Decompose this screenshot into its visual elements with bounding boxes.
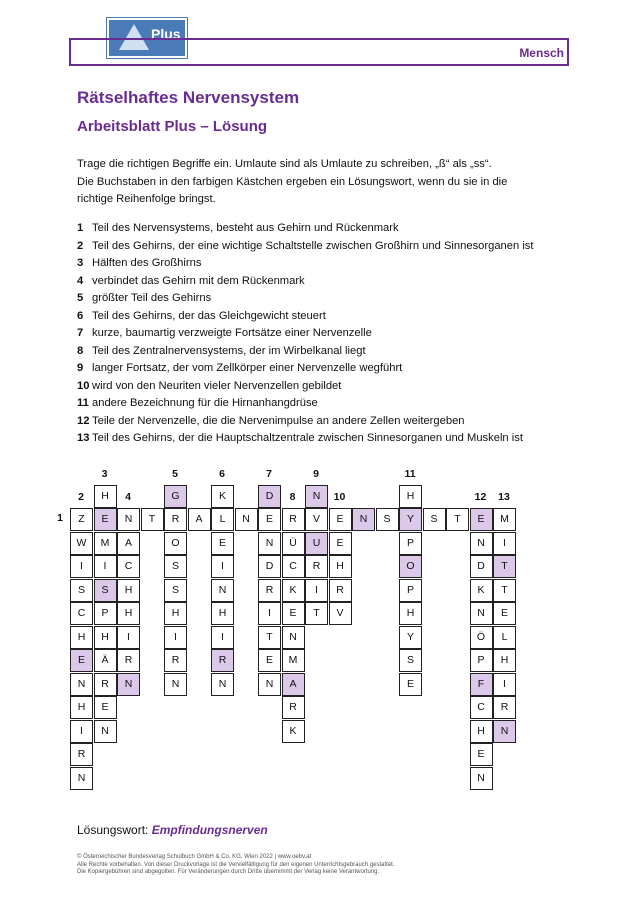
crossword-cell: N [258, 673, 281, 696]
crossword-cell: R [305, 555, 328, 578]
crossword-cell: N [235, 508, 258, 531]
clue-item: 4 verbindet das Gehirn mit dem Rückenmark [77, 274, 305, 287]
clue-number-9: 9 [313, 467, 319, 480]
crossword-cell: R [493, 696, 516, 719]
crossword-cell: V [329, 602, 352, 625]
crossword-cell: T [305, 602, 328, 625]
crossword-cell: Ä [94, 649, 117, 672]
crossword-cell: S [164, 579, 187, 602]
logo-text: Plus [151, 26, 181, 42]
crossword-cell: P [399, 579, 422, 602]
crossword-cell: H [211, 602, 234, 625]
crossword-cell: W [70, 532, 93, 555]
crossword-cell: E [211, 532, 234, 555]
crossword-cell: E [329, 532, 352, 555]
crossword-cell: N [211, 673, 234, 696]
crossword-cell: D [258, 485, 281, 508]
clue-item: 7 kurze, baumartig verzweigte Fortsätze einer Nervenzelle [77, 327, 372, 339]
crossword-cell: K [282, 579, 305, 602]
crossword-cell: I [164, 626, 187, 649]
crossword-cell: H [399, 485, 422, 508]
solution-label: Lösungswort: [77, 823, 149, 837]
crossword-cell: I [211, 555, 234, 578]
crossword-cell: R [70, 743, 93, 766]
crossword-cell: T [141, 508, 164, 531]
crossword-cell: C [470, 696, 493, 719]
header-bar [69, 38, 569, 66]
crossword-cell: N [211, 579, 234, 602]
crossword-cell: P [94, 602, 117, 625]
clue-number-10: 10 [333, 491, 346, 503]
crossword-cell: K [470, 579, 493, 602]
crossword-cell: Ü [282, 532, 305, 555]
crossword-cell: N [493, 720, 516, 743]
crossword-cell: C [282, 555, 305, 578]
intro-line: richtige Reihenfolge bringst. [77, 193, 216, 205]
crossword-cell: E [470, 743, 493, 766]
crossword-cell: R [164, 508, 187, 531]
clue-list [77, 220, 587, 448]
crossword-cell: I [493, 532, 516, 555]
crossword-cell: C [70, 602, 93, 625]
crossword-cell: H [399, 602, 422, 625]
clue-number-6: 6 [219, 467, 225, 480]
clue-number-3: 3 [101, 467, 108, 480]
clue-number-4: 4 [125, 491, 131, 503]
crossword-cell: N [117, 508, 140, 531]
crossword-cell: H [329, 555, 352, 578]
crossword-cell: T [493, 579, 516, 602]
crossword-cell: Y [399, 508, 422, 531]
crossword-cell: Y [399, 626, 422, 649]
crossword-cell: S [70, 579, 93, 602]
crossword-cell: N [305, 485, 328, 508]
crossword-cell: P [399, 532, 422, 555]
crossword-cell: Z [70, 508, 93, 531]
crossword-cell: R [117, 649, 140, 672]
crossword-cell: H [117, 602, 140, 625]
crossword-cell: D [470, 555, 493, 578]
crossword-cell: I [117, 626, 140, 649]
page-subtitle: Arbeitsblatt Plus – Lösung [77, 118, 268, 135]
clue-number-7: 7 [266, 467, 272, 480]
clue-item: 9 langer Fortsatz, der vom Zellkörper einer Nervenzelle wegführt [77, 362, 403, 374]
crossword-cell: H [70, 626, 93, 649]
crossword-cell: C [117, 555, 140, 578]
clue-number-11: 11 [404, 467, 416, 480]
crossword-cell: E [493, 602, 516, 625]
crossword-cell: M [94, 532, 117, 555]
crossword-cell: I [305, 579, 328, 602]
crossword-cell: H [470, 720, 493, 743]
crossword-cell: P [470, 649, 493, 672]
crossword-cell: M [282, 649, 305, 672]
crossword-cell: H [94, 626, 117, 649]
subject-label: Mensch [519, 46, 564, 60]
crossword-cell: R [282, 696, 305, 719]
crossword-cell: N [470, 532, 493, 555]
crossword-cell: H [94, 485, 117, 508]
crossword-cell: S [399, 649, 422, 672]
footer-line: © Österreichischer Bundesverlag Schulbuch GmbH & Co. KG, Wien 2022 | www.oebv.at [77, 854, 312, 860]
clue-item: 2 Teil des Gehirns, der eine wichtige Schaltstelle zwischen Großhirn und Sinnesorganen ist [77, 239, 534, 252]
crossword-cell: I [94, 555, 117, 578]
crossword-cell: H [164, 602, 187, 625]
crossword-cell: N [117, 673, 140, 696]
crossword-cell: S [164, 555, 187, 578]
crossword-cell: S [94, 579, 117, 602]
crossword-cell: T [446, 508, 469, 531]
crossword-cell: T [493, 555, 516, 578]
intro-line: Die Buchstaben in den farbigen Kästchen ergeben ein Lösungswort, wenn du sie in die [77, 175, 508, 188]
crossword-cell: K [211, 485, 234, 508]
crossword-cell: M [493, 508, 516, 531]
crossword-cell: U [305, 532, 328, 555]
page-title: Rätselhaftes Nervensystem [77, 88, 300, 107]
crossword-cell: E [94, 508, 117, 531]
crossword-cell: O [164, 532, 187, 555]
crossword-cell: S [376, 508, 399, 531]
crossword-cell: A [188, 508, 211, 531]
crossword-cell: A [282, 673, 305, 696]
footer-line: Alle Rechte vorbehalten. Von dieser Druckvorlage ist die Vervielfältigung für den eigenen Unterrichtsgebrauch gestattet. [77, 861, 395, 868]
crossword-cell: G [164, 485, 187, 508]
solution-line [77, 823, 268, 837]
crossword-cell: R [164, 649, 187, 672]
crossword-cell: I [70, 720, 93, 743]
crossword-cell: E [282, 602, 305, 625]
crossword-cell: N [70, 767, 93, 790]
clue-number-12: 12 [474, 491, 487, 503]
crossword-cell: I [211, 626, 234, 649]
crossword-cell: R [258, 579, 281, 602]
crossword-cell: N [282, 626, 305, 649]
crossword-cell: O [399, 555, 422, 578]
clue-item: 8 Teil des Zentralnervensystems, der im Wirbelkanal liegt [77, 344, 366, 357]
crossword-cell: T [258, 626, 281, 649]
crossword-cell: H [117, 579, 140, 602]
clue-number-13: 13 [498, 491, 510, 503]
crossword-cell: H [70, 696, 93, 719]
clue-item: 5 größter Teil des Gehirns [77, 292, 212, 304]
crossword-cell: R [282, 508, 305, 531]
footer-line: Die Kopiergebühren sind abgegolten. Für Veränderungen durch Dritte übernimmt der Verlag keine Verantwortung. [77, 869, 380, 875]
copyright-footer [77, 854, 395, 877]
clue-item: 3 Hälften des Großhirns [77, 257, 202, 269]
clue-item: 1 Teil des Nervensystems, besteht aus Gehirn und Rückenmark [77, 222, 399, 234]
crossword-cell: I [70, 555, 93, 578]
crossword-cell: H [493, 649, 516, 672]
crossword-cell: Ö [470, 626, 493, 649]
crossword-cell: R [211, 649, 234, 672]
clue-number-5: 5 [172, 467, 178, 480]
clue-number-2: 2 [78, 491, 84, 503]
crossword-cell: N [70, 673, 93, 696]
crossword-cell: N [94, 720, 117, 743]
crossword-cell: N [164, 673, 187, 696]
clue-item: 11 andere Bezeichnung für die Hirnanhangdrüse [77, 397, 318, 409]
instructions [77, 156, 567, 209]
crossword-cell: L [211, 508, 234, 531]
crossword-cell: N [470, 767, 493, 790]
crossword-cell: E [329, 508, 352, 531]
crossword-cell: N [470, 602, 493, 625]
crossword-cell: E [399, 673, 422, 696]
clue-item: 13 Teil des Gehirns, der die Hauptschaltzentrale zwischen Sinnesorganen und Muskeln ist [77, 432, 523, 444]
crossword-cell: E [258, 508, 281, 531]
crossword-cell: I [258, 602, 281, 625]
crossword-cell: A [117, 532, 140, 555]
crossword-cell: E [258, 649, 281, 672]
crossword-cell: R [329, 579, 352, 602]
solution-answer: Empfindungsnerven [151, 823, 268, 837]
clue-number-1: 1 [57, 512, 63, 524]
crossword-cell: K [282, 720, 305, 743]
crossword-cell: N [258, 532, 281, 555]
clue-item: 10 wird von den Neuriten vieler Nervenzellen gebildet [77, 379, 342, 392]
crossword-cell: E [470, 508, 493, 531]
crossword-cell: E [70, 649, 93, 672]
crossword-cell: I [493, 673, 516, 696]
clue-item: 6 Teil des Gehirns, der das Gleichgewicht steuert [77, 309, 326, 322]
clue-number-8: 8 [289, 491, 296, 503]
crossword-cell: R [94, 673, 117, 696]
crossword-cell: F [470, 673, 493, 696]
crossword-cell: S [423, 508, 446, 531]
crossword-cell: N [352, 508, 375, 531]
crossword-cell: V [305, 508, 328, 531]
crossword-cell: L [493, 626, 516, 649]
intro-line: Trage die richtigen Begriffe ein. Umlaute sind als Umlaute zu schreiben, „ß“ als „ss“. [77, 158, 492, 170]
clue-item: 12 Teile der Nervenzelle, die die Nervenimpulse an andere Zellen weitergeben [77, 414, 465, 427]
crossword-cell: D [258, 555, 281, 578]
crossword-cell: E [94, 696, 117, 719]
